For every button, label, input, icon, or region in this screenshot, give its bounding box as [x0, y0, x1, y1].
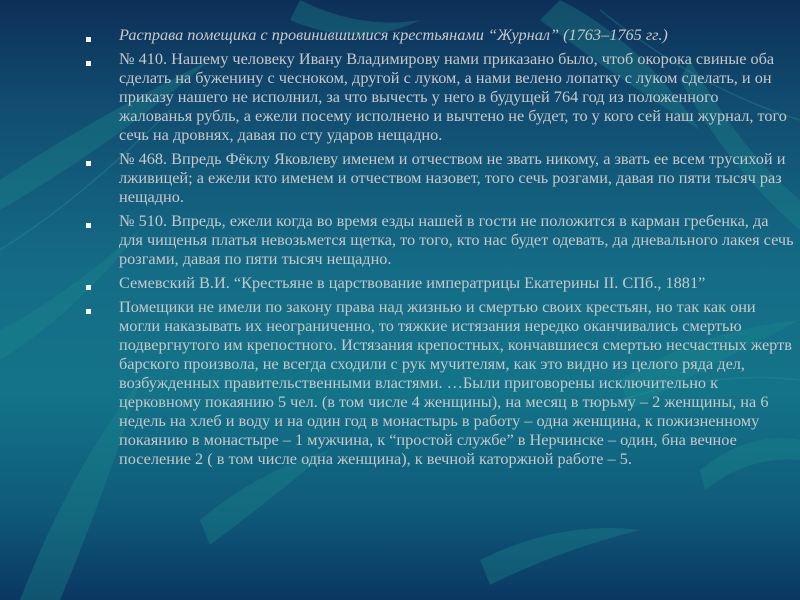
list-item — [86, 49, 794, 144]
journal-entry-510: № 510. Впредь, ежели когда во время езды нашей в гости не положится в карман гребенка, да для чищенья платья невозьмется щетка, то того, кто нас будет одевать, да дневального лакея сечь розгами, давая по пяти тысяч нещадно. — [119, 211, 794, 268]
bullet-marker — [86, 161, 91, 166]
list-item — [86, 211, 794, 268]
journal-entry-468: № 468. Впредь Фёклу Яковлеву именем и отчеством не звать никому, а звать ее всем трусихой и лживицей; а ежели кто именем и отчеством назовет, того сечь розгами, давая по пяти тысяч раз нещадно. — [119, 149, 786, 206]
list-item — [86, 149, 794, 206]
list-item — [86, 297, 794, 468]
bullet-marker — [86, 285, 91, 290]
bullet-list — [86, 25, 794, 473]
bullet-marker — [86, 61, 91, 66]
list-item-title — [86, 25, 794, 44]
journal-entry-410: № 410. Нашему человеку Ивану Владимирову нами приказано было, чтоб окорока свиные оба сделать на буженину с чесноком, другой с луком, а нами велено лопатку с луком сделать, и он приказу нашего не исполнил, за что вычесть у него в будущей 764 год из положенного жалованья рубль, а ежели посему исполнено и вычтено не будет, то у кого сей наш журнал, того сечь на дровнях, давая по сту ударов нещадно. — [119, 49, 787, 144]
slide-title: Расправа помещика с провинившимися крестьянами “Журнал” (1763–1765 гг.) — [119, 25, 668, 44]
bullet-marker — [86, 309, 91, 314]
bullet-marker — [86, 37, 91, 42]
list-item — [86, 273, 794, 292]
bullet-marker — [86, 223, 91, 228]
source-citation: Семевский В.И. “Крестьяне в царствование императрицы Екатерины II. СПб., 1881” — [119, 273, 706, 292]
commentary-paragraph: Помещики не имели по закону права над жизнью и смертью своих крестьян, но так как они могли наказывать их неограниченно, то тяжкие истязания нередко оканчивались смертью подвергнутого им крепостного. Истязания крепостных, кончавшиеся смертью несчастных жертв барского произвола, не всегда сходили с рук мучителям, как это видно из целого ряда дел, возбужденных правительственными властями. …Были приговорены исключительно к церковному покаянию 5 чел. (в том числе 4 женщины), на месяц в тюрьму – 2 женщины, на 6 недель на хлеб и воду и на один год в монастырь в работу – одна женщина, к пожизненному покаянию в монастыре – 1 мужчина, к “простой службе” в Нерчинске – один, бна вечное поселение 2 ( в том числе одна женщина), к вечной каторжной работе – 5. — [119, 297, 792, 468]
